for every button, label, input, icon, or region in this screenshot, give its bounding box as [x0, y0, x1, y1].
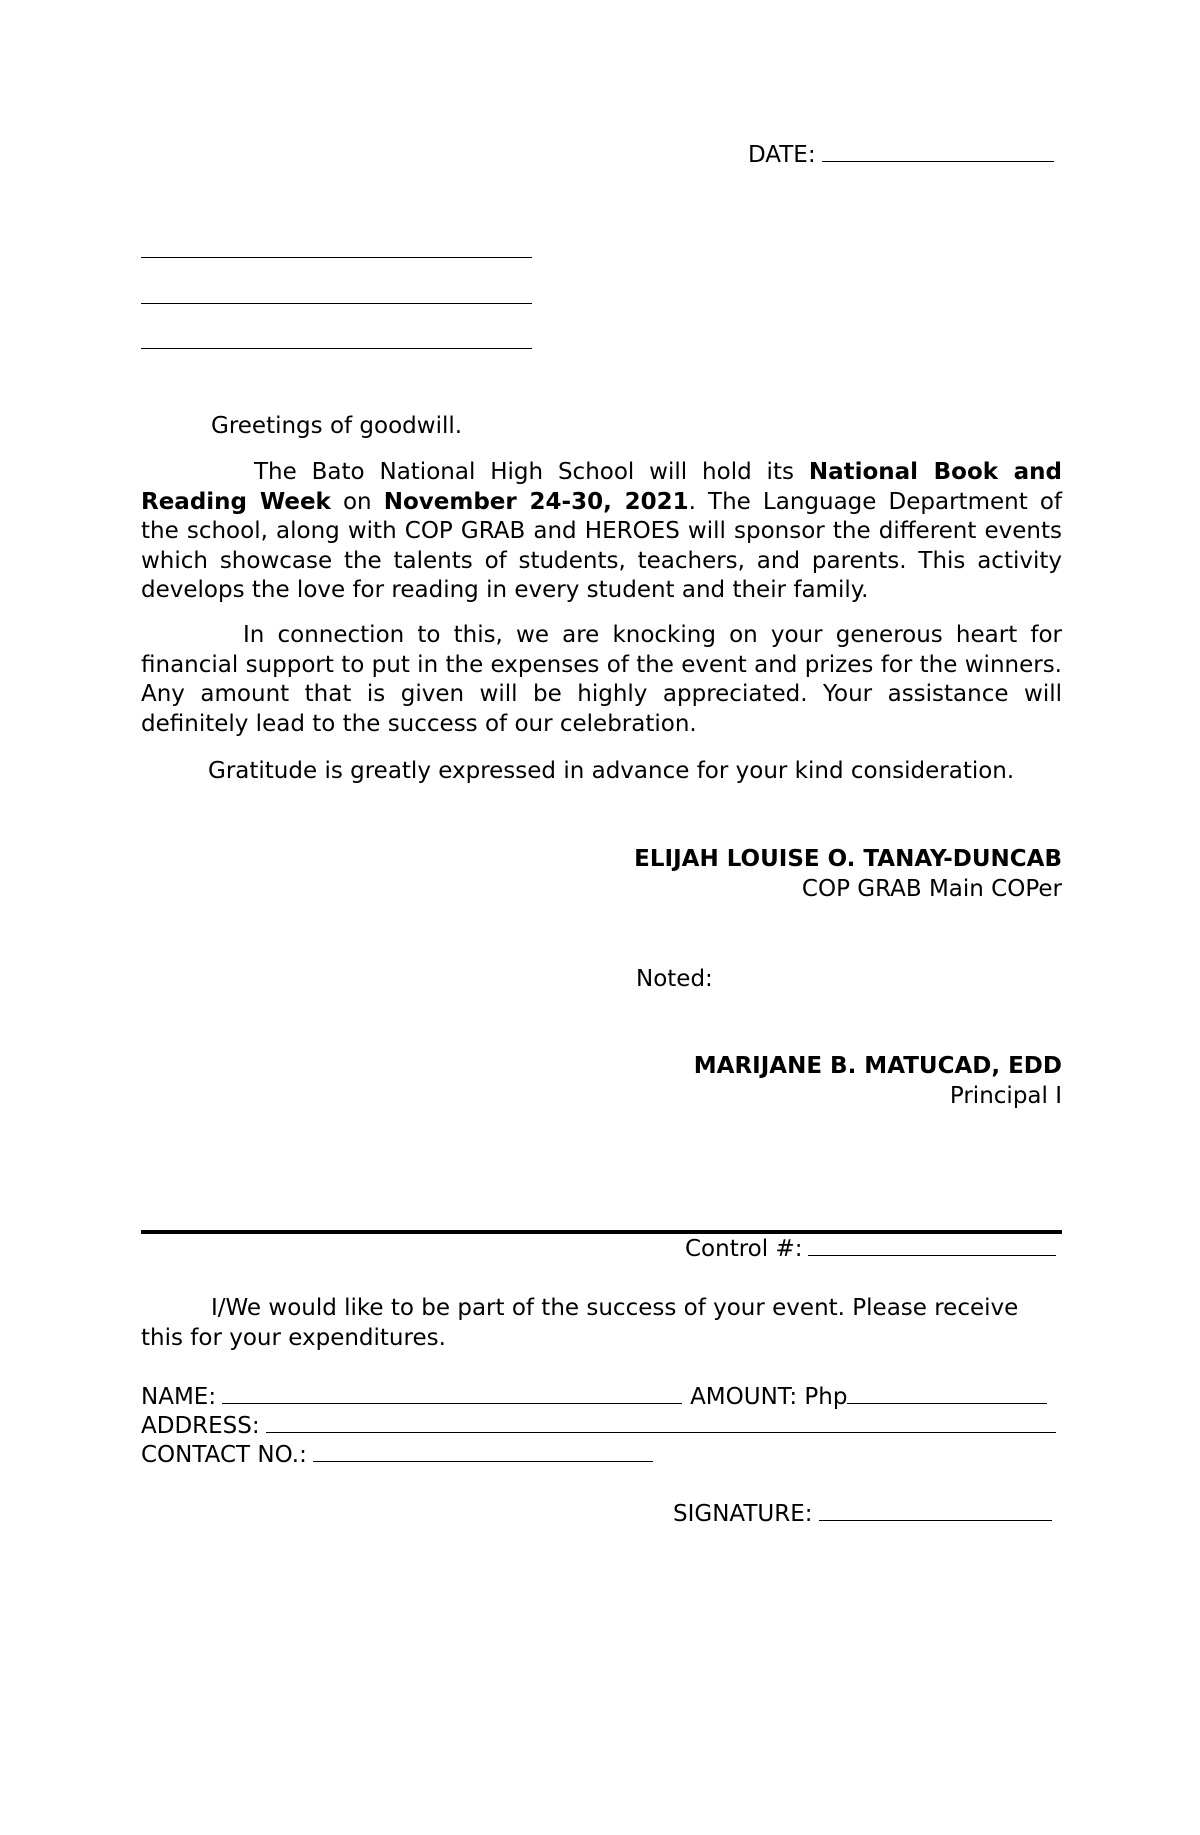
- principal-name: MARIJANE B. MATUCAD, EDD: [693, 1053, 1062, 1079]
- paragraph1-text-c: . The Language Department of the school, along with COP GRAB and HEROES will sponsor the different events which showcase the talents of students, teachers, and parents. This activity develops the love for reading in every student and their family.: [141, 488, 1062, 604]
- address-blank-line: [266, 1414, 1056, 1433]
- noted-label: Noted:: [636, 966, 713, 992]
- date-field: [748, 142, 1062, 168]
- signature-label: SIGNATURE:: [673, 1501, 813, 1527]
- principal-title: Principal I: [949, 1083, 1062, 1109]
- date-blank-line: [822, 143, 1054, 162]
- address-row: [141, 1413, 1056, 1439]
- greeting: Greetings of goodwill.: [211, 413, 463, 439]
- contact-blank-line: [313, 1443, 653, 1462]
- recipient-line-3: [141, 348, 532, 349]
- date-label: DATE:: [748, 142, 816, 168]
- amount-label: AMOUNT: Php: [690, 1384, 848, 1410]
- recipient-line-1: [141, 257, 532, 258]
- signature-blank-line: [819, 1502, 1052, 1521]
- body-paragraph-1: [141, 458, 1062, 606]
- body-paragraph-3: Gratitude is greatly expressed in advance for your kind consideration.: [208, 758, 1015, 784]
- paragraph1-text-a: The Bato National High School will hold its: [254, 459, 809, 485]
- event-name: National Book and Reading Week: [141, 459, 1062, 515]
- address-label: ADDRESS:: [141, 1413, 260, 1439]
- control-number-field: [685, 1236, 1056, 1262]
- reply-slip-divider: [141, 1230, 1062, 1234]
- signatory-title: COP GRAB Main COPer: [801, 876, 1062, 902]
- name-label: NAME:: [141, 1384, 217, 1410]
- paragraph1-text-b: on: [330, 488, 384, 515]
- control-blank-line: [808, 1237, 1056, 1256]
- contact-row: [141, 1442, 653, 1468]
- control-label: Control #:: [685, 1236, 803, 1262]
- amount-blank-line: [847, 1385, 1047, 1404]
- signatory-name: ELIJAH LOUISE O. TANAY-DUNCAB: [634, 846, 1062, 872]
- pledge-text: I/We would like to be part of the success of your event. Please receive this for your expenditures.: [141, 1295, 1019, 1351]
- body-paragraph-2: In connection to this, we are knocking on your generous heart for financial support to put in the expenses of the event and prizes for the winners. Any amount that is given will be highly appreciated. Your assistance will definitely lead to the success of our celebration.: [141, 622, 1062, 737]
- contact-label: CONTACT NO.:: [141, 1442, 307, 1468]
- event-dates: November 24-30, 2021: [383, 488, 689, 515]
- name-blank-line: [222, 1385, 682, 1404]
- name-amount-row: [141, 1384, 1047, 1410]
- recipient-line-2: [141, 303, 532, 304]
- signature-row: [673, 1501, 1052, 1527]
